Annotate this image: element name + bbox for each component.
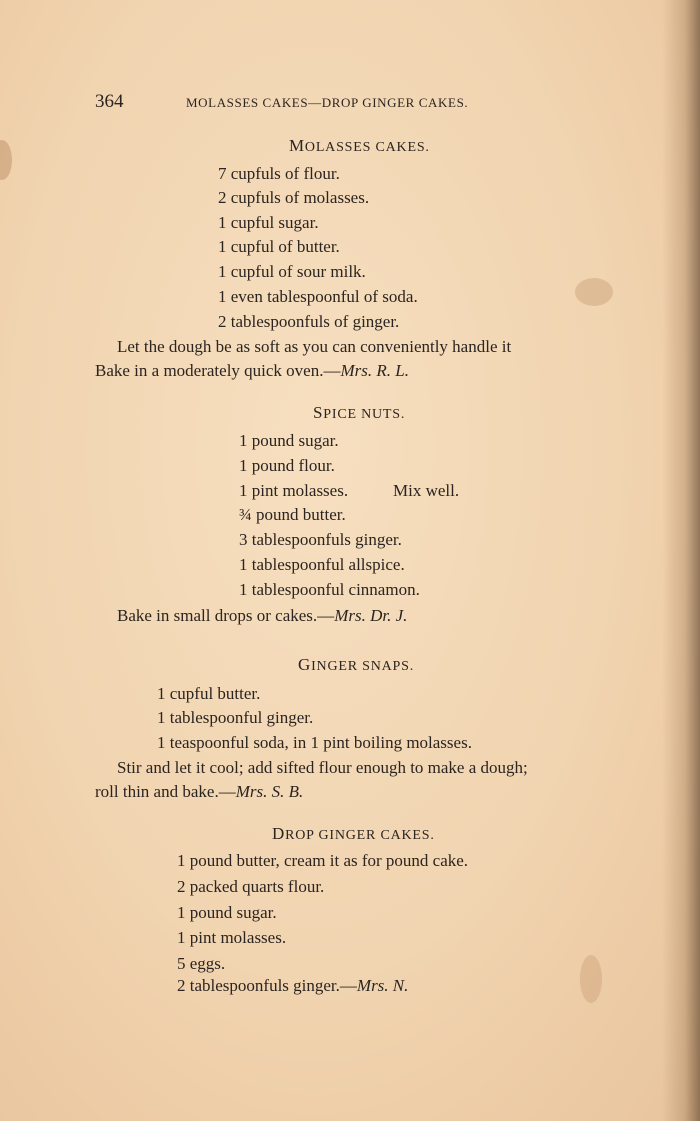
ingredient-line: 1 tablespoonful ginger. (157, 708, 314, 727)
recipe-signature: Mrs. N. (356, 976, 409, 995)
recipe-title: DROP GINGER CAKES. (272, 824, 435, 843)
ingredient-line: ¾ pound butter. (239, 505, 346, 524)
ingredient-line: 5 eggs. (177, 954, 226, 973)
ingredient-line: 1 cupful sugar. (218, 213, 319, 232)
instruction-line: Let the dough be as soft as you can conveniently handle it (117, 337, 512, 356)
ingredient-line: 1 cupful butter. (157, 684, 261, 703)
ingredient-line: 1 tablespoonful cinnamon. (239, 580, 420, 599)
instruction-line (117, 607, 407, 624)
recipe-signature: Mrs. S. B. (235, 782, 304, 801)
instruction-text: Bake in a moderately quick oven.— (95, 361, 341, 380)
ingredient-line: 1 cupful of sour milk. (218, 262, 366, 281)
recipe-title: SPICE NUTS. (313, 403, 406, 422)
ingredient-line: 2 packed quarts flour. (177, 877, 325, 896)
recipe-signature: Mrs. Dr. J. (334, 606, 408, 625)
ingredient-line: 3 tablespoonfuls ginger. (239, 530, 402, 549)
ingredient-line (177, 977, 408, 994)
instruction-text: roll thin and bake.— (95, 782, 236, 801)
ingredient-line: 1 pound sugar. (239, 431, 339, 450)
ingredient-line: 1 teaspoonful soda, in 1 pint boiling molasses. (157, 733, 472, 752)
running-title: MOLASSES CAKES—DROP GINGER CAKES. (186, 95, 469, 110)
instruction-text: Bake in small drops or cakes.— (117, 606, 335, 625)
ingredient-line: 1 pound butter, cream it as for pound cake. (177, 851, 469, 870)
instruction-line: Stir and let it cool; add sifted flour enough to make a dough; (117, 758, 528, 777)
ingredient-line: 1 pound sugar. (177, 903, 277, 922)
ingredient-line: 1 cupful of butter. (218, 237, 340, 256)
instruction-line (95, 362, 409, 379)
side-note: Mix well. (393, 481, 460, 500)
ingredient-line: 7 cupfuls of flour. (218, 164, 340, 183)
instruction-line (95, 783, 303, 800)
recipe-signature: Mrs. R. L. (340, 361, 409, 380)
ingredient-line: 1 pint molasses. (177, 928, 287, 947)
recipe-title: GINGER SNAPS. (298, 655, 415, 674)
ingredient-line: 1 even tablespoonful of soda. (218, 287, 418, 306)
ingredient-line: 1 pint molasses. (239, 481, 349, 500)
ingredient-line: 1 pound flour. (239, 456, 335, 475)
ingredient-line: 1 tablespoonful allspice. (239, 555, 405, 574)
ingredient-line: 2 cupfuls of molasses. (218, 188, 370, 207)
ingredient-text: 2 tablespoonfuls ginger.— (177, 976, 357, 995)
recipe-title: MOLASSES CAKES. (289, 136, 430, 155)
page-number: 364 (95, 91, 124, 112)
ingredient-line: 2 tablespoonfuls of ginger. (218, 312, 400, 331)
